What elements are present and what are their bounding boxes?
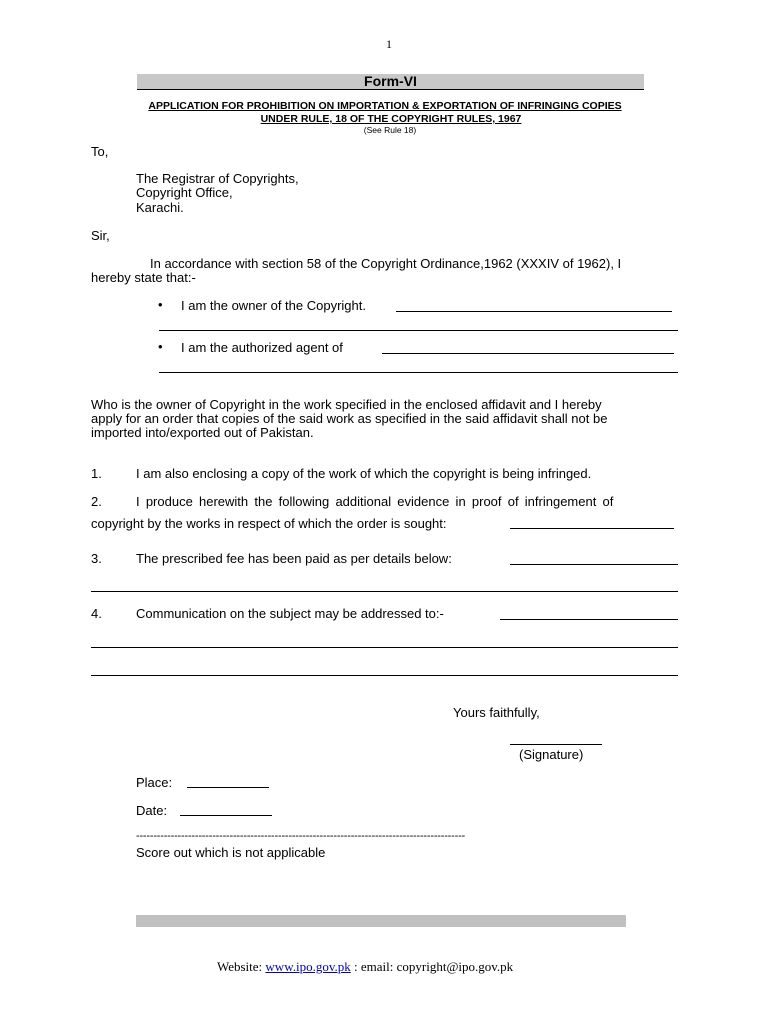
page-number: 1 [386, 37, 392, 51]
blank-fee [510, 564, 678, 565]
blank-fee-2 [91, 591, 678, 592]
address-line-2: Copyright Office, [136, 185, 233, 200]
blank-address [500, 619, 678, 620]
blank-agent [382, 353, 674, 354]
blank-address-2 [91, 647, 678, 648]
salutation-to: To, [91, 144, 109, 159]
closing: Yours faithfully, [453, 705, 540, 720]
item-2-text-cont: copyright by the works in respect of which the order is sought: [91, 516, 447, 531]
see-rule: (See Rule 18) [363, 125, 417, 135]
item-4-text: Communication on the subject may be addressed to:- [136, 606, 444, 621]
address-line-1: The Registrar of Copyrights, [136, 171, 299, 186]
email-text: : email: copyright@ipo.gov.pk [354, 959, 514, 974]
form-title-bar [137, 74, 644, 90]
intro-line-2: hereby state that:- [91, 270, 196, 285]
score-note: Score out which is not applicable [136, 845, 326, 860]
bullet-owner: I am the owner of the Copyright. [181, 298, 366, 313]
website-link[interactable]: www.ipo.gov.pk [265, 959, 351, 974]
heading-line-2: UNDER RULE, 18 OF THE COPYRIGHT RULES, 1967 [260, 113, 522, 125]
intro-line-1: In accordance with section 58 of the Copyright Ordinance,1962 (XXXIV of 1962), I [150, 256, 622, 271]
item-4-number: 4. [91, 606, 102, 621]
signature-line [510, 744, 602, 745]
blank-owner [396, 311, 672, 312]
salutation-sir: Sir, [91, 228, 110, 243]
date-blank [180, 815, 272, 816]
item-2-number: 2. [91, 494, 102, 509]
footer [217, 959, 513, 975]
footer-bar [136, 915, 626, 927]
place-label: Place: [136, 775, 173, 790]
item-3-number: 3. [91, 551, 102, 566]
item-3-text: The prescribed fee has been paid as per details below: [136, 551, 452, 566]
website-label: Website: [217, 959, 263, 974]
blank-address-3 [91, 675, 678, 676]
form-title: Form-VI [364, 73, 417, 89]
bullet-agent: I am the authorized agent of [181, 340, 343, 355]
dash-separator: ----------------------------------------------------------------------------------------------- [136, 830, 465, 842]
paragraph-line-3: imported into/exported out of Pakistan. [91, 425, 314, 440]
item-2-text: I produce herewith the following additional evidence in proof of infringement of [136, 494, 614, 509]
item-1-number: 1. [91, 466, 102, 481]
bullet-icon: • [158, 339, 163, 354]
item-1-text: I am also enclosing a copy of the work of which the copyright is being infringed. [136, 466, 592, 481]
blank-agent-2 [159, 372, 678, 373]
blank-owner-2 [159, 330, 678, 331]
bullet-icon: • [158, 297, 163, 312]
date-label: Date: [136, 803, 168, 818]
signature-label: (Signature) [519, 747, 584, 762]
paragraph-line-2: apply for an order that copies of the said work as specified in the said affidavit shall not be [91, 411, 608, 426]
place-blank [187, 787, 269, 788]
heading-line-1: APPLICATION FOR PROHIBITION ON IMPORTATION & EXPORTATION OF INFRINGING COPIES [148, 100, 622, 112]
address-line-3: Karachi. [136, 200, 184, 215]
paragraph-line-1: Who is the owner of Copyright in the work specified in the enclosed affidavit and I hereby [91, 397, 602, 412]
blank-evidence [510, 528, 674, 529]
